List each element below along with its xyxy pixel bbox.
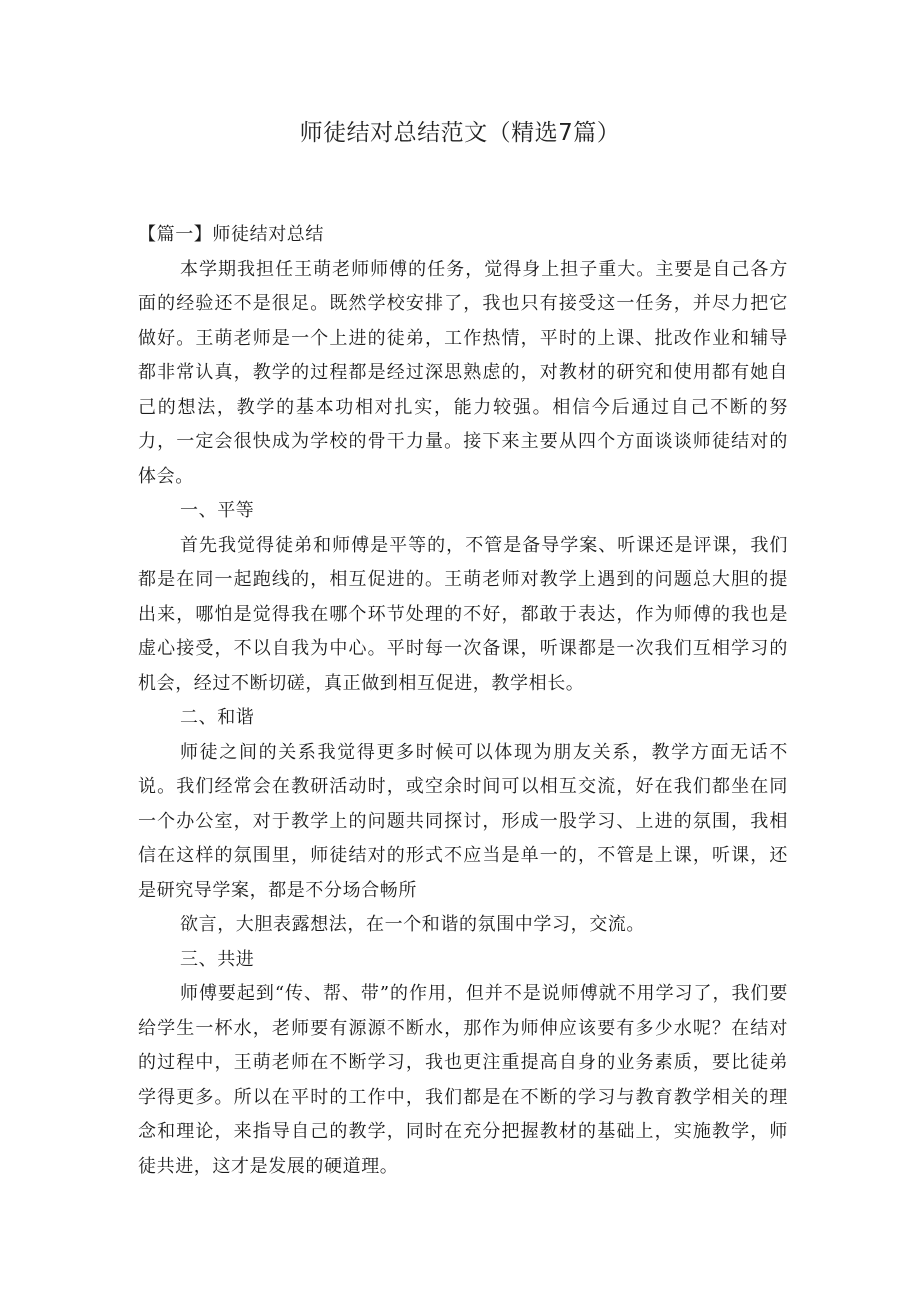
subheading: 三、共进 (180, 948, 255, 970)
subheading: 二、和谐 (180, 707, 255, 728)
document-title: 师徒结对总结范文（精选7篇） (299, 120, 621, 146)
body-paragraph: 师傅要起到“传、帮、带”的作用，但并不是说师傅就不用学习了，我们要给学生一杯水，老师要有源源不断水，那作为师伸应该要有多少水呢？在结对的过程中，王萌老师在不断学习，我也更注重提高自身的业务素质，要比徒弟学得更多。所以在平时的工作中，我们都是在不断的学习与教育教学相关的理念和理论，来指导自己的教学，同时在充分把握教材的基础上，实施教学，师徒共进，这才是发展的硬道理。 (138, 983, 788, 1177)
body-paragraph: 欲言，大胆表露想法，在一个和谐的氛围中学习，交流。 (180, 914, 645, 935)
subheading: 一、平等 (180, 500, 255, 521)
document-body (138, 218, 788, 1184)
body-paragraph: 本学期我担任王萌老师师傅的任务，觉得身上担子重大。主要是自己各方面的经验还不是很足。既然学校安排了，我也只有接受这一任务，并尽力把它做好。王萌老师是一个上进的徒弟，工作热情，平时的上课、批改作业和辅导都非常认真，教学的过程都是经过深思熟虑的，对教材的研究和使用都有她自己的想法，教学的基本功相对扎实，能力较强。相信今后通过自己不断的努力，一定会很快成为学校的骨干力量。接下来主要从四个方面谈谈师徒结对的体会。 (138, 258, 788, 487)
body-paragraph: 师徒之间的关系我觉得更多时候可以体现为朋友关系，教学方面无话不说。我们经常会在教研活动时，或空余时间可以相互交流，好在我们都坐在同一个办公室，对于教学上的问题共同探讨，形成一股学习、上进的氛围，我相信在这样的氛围里，师徒结对的形式不应当是单一的，不管是上课，听课，还是研究导学案，都是不分场合畅所 (138, 741, 788, 901)
body-paragraph: 首先我觉得徒弟和师傅是平等的，不管是备导学案、听课还是评课，我们都是在同一起跑线的，相互促进的。王萌老师对教学上遇到的问题总大胆的提出来，哪怕是觉得我在哪个环节处理的不好，都敢于表达，作为师傅的我也是虚心接受，不以自我为中心。平时每一次备课，听课都是一次我们互相学习的机会，经过不断切磋，真正做到相互促进，教学相长。 (138, 534, 788, 694)
section-heading: 【篇一】师徒结对总结 (138, 224, 324, 245)
